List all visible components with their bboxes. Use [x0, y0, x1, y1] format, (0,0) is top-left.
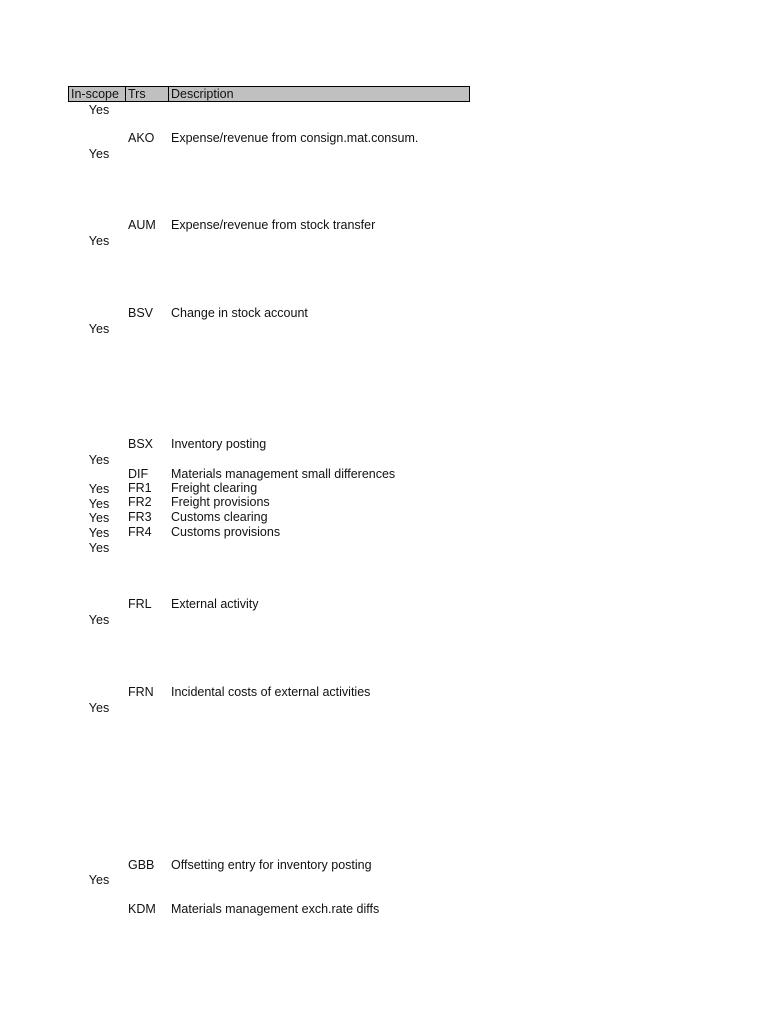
- transaction-description: Incidental costs of external activities: [171, 685, 371, 699]
- in-scope-value: Yes: [88, 497, 110, 511]
- in-scope-value: Yes: [88, 482, 110, 496]
- in-scope-value: Yes: [88, 613, 110, 627]
- in-scope-value: Yes: [88, 541, 110, 555]
- transaction-description: Expense/revenue from consign.mat.consum.: [171, 131, 419, 145]
- transaction-description: Expense/revenue from stock transfer: [171, 218, 376, 232]
- transaction-description: Freight clearing: [171, 481, 258, 495]
- header-description: Description: [171, 87, 234, 101]
- in-scope-value: Yes: [88, 234, 110, 248]
- transaction-description: Offsetting entry for inventory posting: [171, 858, 372, 872]
- in-scope-value: Yes: [88, 873, 110, 887]
- table-header: [68, 86, 470, 102]
- transaction-code: DIF: [128, 467, 149, 481]
- in-scope-value: Yes: [88, 526, 110, 540]
- transaction-code: FR2: [128, 495, 152, 509]
- transaction-description: Materials management exch.rate diffs: [171, 902, 380, 916]
- header-trs: Trs: [126, 87, 169, 101]
- transaction-code: AUM: [128, 218, 156, 232]
- transaction-code: AKO: [128, 131, 155, 145]
- header-in-scope: In-scope: [69, 87, 126, 101]
- transaction-description: Change in stock account: [171, 306, 308, 320]
- transaction-description: Freight provisions: [171, 495, 270, 509]
- transaction-code: FRL: [128, 597, 152, 611]
- in-scope-value: Yes: [88, 453, 110, 467]
- transaction-code: FR1: [128, 481, 152, 495]
- transaction-code: FR4: [128, 525, 152, 539]
- transaction-description: External activity: [171, 597, 259, 611]
- in-scope-value: Yes: [88, 511, 110, 525]
- transaction-code: GBB: [128, 858, 155, 872]
- in-scope-value: Yes: [88, 103, 110, 117]
- transaction-description: Customs provisions: [171, 525, 281, 539]
- in-scope-value: Yes: [88, 701, 110, 715]
- transaction-code: BSX: [128, 437, 154, 451]
- transaction-description: Customs clearing: [171, 510, 268, 524]
- transaction-code: FR3: [128, 510, 152, 524]
- transaction-code: KDM: [128, 902, 156, 916]
- in-scope-value: Yes: [88, 147, 110, 161]
- transaction-code: BSV: [128, 306, 154, 320]
- transaction-description: Inventory posting: [171, 437, 267, 451]
- in-scope-value: Yes: [88, 322, 110, 336]
- transaction-code: FRN: [128, 685, 154, 699]
- transaction-description: Materials management small differences: [171, 467, 396, 481]
